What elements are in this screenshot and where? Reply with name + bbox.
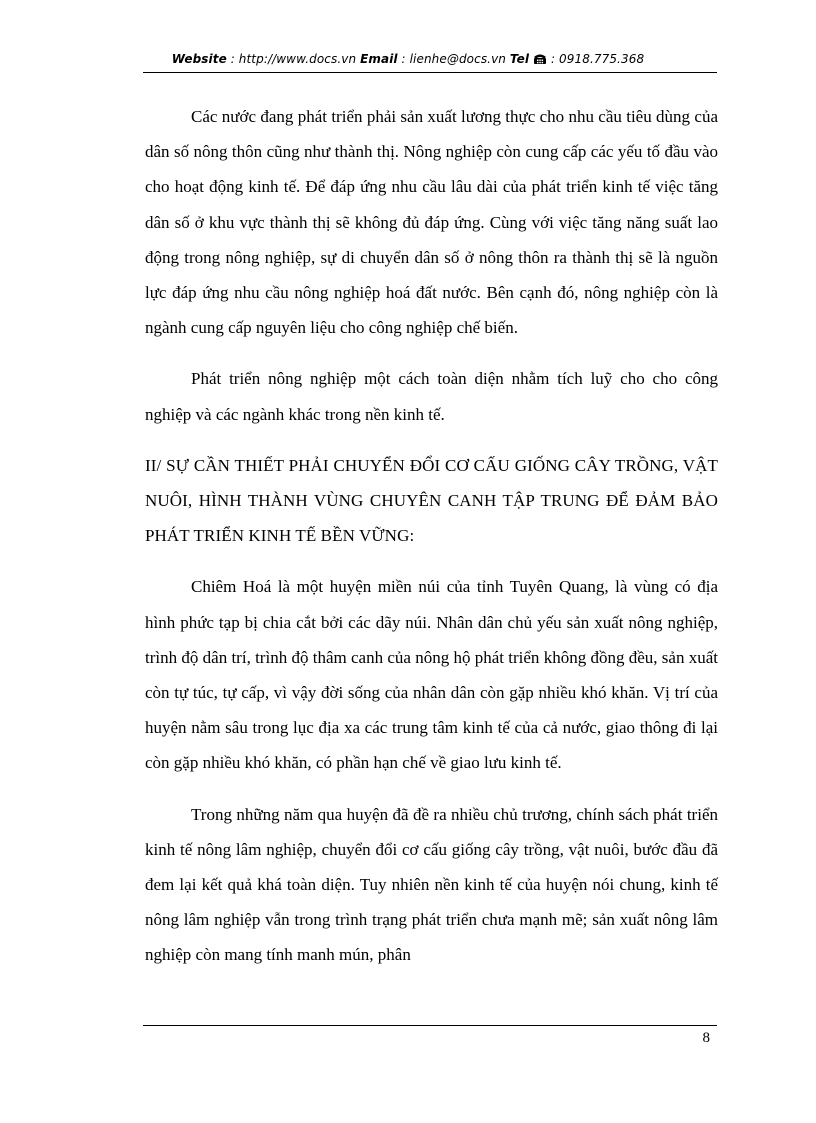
email-label: Email	[360, 52, 398, 66]
page-header	[0, 52, 816, 68]
email-address[interactable]: : lienhe@docs.vn	[397, 52, 510, 66]
phone-number: : 0918.775.368	[547, 52, 645, 66]
paragraph: Chiêm Hoá là một huyện miền núi của tỉnh Tuyên Quang, là vùng có địa hình phức tạp bị chia cắt bởi các dãy núi. Nhân dân chủ yếu sản xuất nông nghiệp, trình độ dân trí, trình độ thâm canh của nông hộ phát triển không đồng đều, sản xuất còn tự túc, tự cấp, vì vậy đời sống của nhân dân còn gặp nhiều khó khăn. Vị trí của huyện nằm sâu trong lục địa xa các trung tâm kinh tế của cả nước, giao thông đi lại còn gặp nhiều khó khăn, có phần hạn chế về giao lưu kinh tế.	[145, 577, 718, 773]
website-label: Website	[171, 52, 227, 66]
footer-divider	[143, 1025, 717, 1026]
paragraph: Trong những năm qua huyện đã đề ra nhiều chủ trương, chính sách phát triển kinh tế nông lâm nghiệp, chuyển đổi cơ cấu giống cây trồng, vật nuôi, bước đầu đã đem lại kết quả khá toàn diện. Tuy nhiên nền kinh tế của huyện nói chung, kinh tế nông lâm nghiệp vẫn trong trình trạng phát triển chưa mạnh mẽ; sản xuất nông lâm nghiệp còn mang tính manh mún, phân	[145, 804, 718, 965]
website-url[interactable]: : http://www.docs.vn	[226, 52, 361, 66]
phone-icon	[533, 53, 547, 68]
paragraph: Phát triển nông nghiệp một cách toàn diện nhằm tích luỹ cho cho công nghiệp và các ngành khác trong nền kinh tế.	[145, 369, 718, 424]
section-heading: II/ SỰ CẦN THIẾT PHẢI CHUYỂN ĐỔI CƠ CẤU GIỐNG CÂY TRỒNG, VẬT NUÔI, HÌNH THÀNH VÙNG CHUYÊN CANH TẬP TRUNG ĐỂ ĐẢM BẢO PHÁT TRIỂN KINH TẾ BỀN VỮNG:	[145, 455, 718, 546]
header-divider	[143, 72, 717, 73]
page-number: 8	[702, 1030, 710, 1046]
page-body	[145, 99, 718, 973]
paragraph: Các nước đang phát triển phải sản xuất lương thực cho nhu cầu tiêu dùng của dân số nông thôn cũng như thành thị. Nông nghiệp còn cung cấp các yếu tố đầu vào cho hoạt động kinh tế. Để đáp ứng nhu cầu lâu dài của phát triển kinh tế việc tăng dân số ở khu vực thành thị sẽ không đủ đáp ứng. Cùng với việc tăng năng suất lao động trong nông nghiệp, sự di chuyển dân số ở nông thôn ra thành thị sẽ là nguồn lực đáp ứng nhu cầu nông nghiệp hoá đất nước. Bên cạnh đó, nông nghiệp còn là ngành cung cấp nguyên liệu cho công nghiệp chế biến.	[145, 107, 718, 338]
tel-label: Tel	[509, 52, 530, 66]
